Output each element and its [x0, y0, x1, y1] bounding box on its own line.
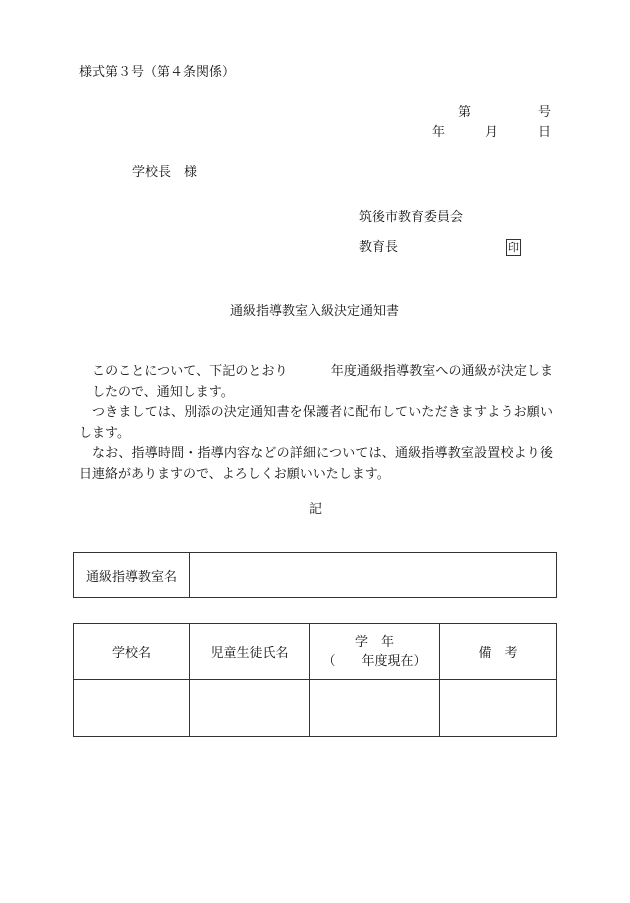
classroom-value-cell[interactable] [190, 553, 557, 598]
body-paragraph-3: なお、指導時間・指導内容などの詳細については、通級指導教室設置校より後日連絡がありますので、よろしくお願いいたします。 [79, 446, 553, 482]
table-row [74, 680, 557, 737]
body-paragraph-1: このことについて、下記のとおり 年度通級指導教室への通級が決定しましたので、通知します。 [92, 364, 553, 400]
header-school: 学校名 [74, 624, 190, 680]
cell-student[interactable] [190, 680, 310, 737]
classroom-label: 通級指導教室名 [74, 553, 190, 598]
student-table [73, 623, 557, 737]
header-remarks: 備 考 [440, 624, 557, 680]
cell-remarks[interactable] [440, 680, 557, 737]
header-grade [310, 624, 440, 680]
cell-grade[interactable] [310, 680, 440, 737]
document-title: 通級指導教室入級決定通知書 [230, 304, 400, 319]
date-month: 月 [485, 125, 499, 140]
body-paragraph-2: つきましては、別添の決定通知書を保護者に配布していただきますようお願いします。 [79, 405, 553, 441]
header-grade-bottom: （ 年度現在） [322, 653, 427, 669]
ki-heading: 記 [309, 502, 323, 517]
body-text [79, 362, 553, 485]
issuer-org: 筑後市教育委員会 [359, 210, 464, 225]
date-day: 日 [538, 125, 552, 140]
addressee: 学校長 様 [132, 165, 198, 180]
form-number: 様式第３号（第４条関係） [79, 65, 236, 80]
doc-no-suffix: 号 [538, 105, 552, 120]
classroom-table [73, 552, 557, 598]
issuer-title: 教育長 [359, 240, 399, 255]
doc-no-prefix: 第 [458, 105, 472, 120]
header-student: 児童生徒氏名 [190, 624, 310, 680]
date-year: 年 [432, 125, 446, 140]
seal-mark: 印 [508, 241, 519, 254]
header-grade-top: 学 年 [354, 634, 394, 650]
cell-school[interactable] [74, 680, 190, 737]
